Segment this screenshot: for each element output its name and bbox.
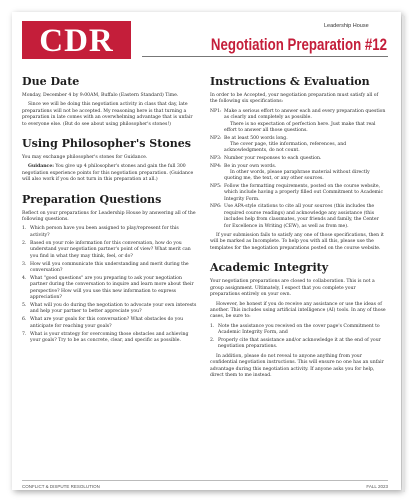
spec-text: Be in your own words.	[224, 163, 277, 169]
spec-item	[210, 136, 386, 155]
question-text: Based on your role information for this conversation, how do you understand your negotiation partner's point of view? What merit can you find in what they may think, feel, or do?	[30, 240, 191, 259]
integrity-section	[210, 260, 386, 379]
questions-heading: Preparation Questions	[22, 191, 162, 206]
integrity-p3: In addition, please do not reveal to anyone anything from your confidential negotiation instructions. This will ensure no one has an unfair advantage during this negotiation activity. If anyone asks you for help, direct them to me instead.	[210, 353, 384, 379]
spec-text: Use APA-style citations to cite all your sources (this includes the required course readings) and acknowledge any assistance (this includes help from classmates, your friends and family, the Center for Excellence in Writing (CEW), as well as from me).	[224, 204, 379, 229]
integrity-item	[210, 324, 386, 337]
integrity-text: Properly cite that assistance and/or acknowledge it at the end of your negotiation preparations.	[218, 338, 381, 350]
left-column	[22, 74, 198, 352]
spec-key: NP3:	[210, 156, 222, 162]
integrity-heading: Academic Integrity	[210, 260, 329, 275]
instructions-section	[210, 74, 386, 252]
spec-key: NP6:	[210, 204, 222, 210]
stones-intro: You may exchange philosopher's stones for Guidance.	[22, 155, 148, 161]
integrity-item	[210, 338, 386, 351]
integrity-list	[210, 324, 386, 351]
org-name: Leadership House	[324, 23, 369, 29]
spec-subtext: There is no expectation of perfection here. Just make that real effort to answer all those questions.	[224, 121, 376, 134]
stones-heading: Using Philosopher's Stones	[22, 136, 192, 151]
spec-item	[210, 204, 386, 230]
footer-term: FALL 2023	[366, 484, 388, 489]
page-edge	[402, 16, 405, 492]
questions-list	[22, 226, 198, 344]
question-number: 3.	[22, 261, 27, 267]
spec-text: Number your responses to each question.	[224, 156, 322, 162]
spec-text: Follow the formatting requirements, posted on the course website, which include having a properly filled out Commitment to Academic Integrity Form.	[224, 184, 384, 202]
integrity-number: 1.	[210, 323, 215, 329]
late-policy-text: Since we will be doing this negotiation activity in class that day, late preparations will not be accepted. My reasoning here is that turning a preparation in late comes with an overwhelming advantage that is unfair to everyone else. (But do see about using philosopher's stones!)	[22, 102, 193, 127]
document-title: Negotiation Preparation #12	[210, 35, 387, 54]
question-item	[22, 262, 198, 275]
due-date-text: Monday, December 4 by 9:00AM, Buffalo (Eastern Standard) Time.	[22, 93, 179, 98]
question-number: 1.	[22, 226, 27, 232]
spec-key: NP1:	[210, 108, 222, 114]
spec-item	[210, 164, 386, 183]
question-number: 5.	[22, 302, 27, 308]
spec-item	[210, 109, 386, 135]
due-date-heading: Due Date	[22, 74, 80, 88]
question-number: 4.	[22, 275, 27, 281]
question-item	[22, 241, 198, 260]
integrity-number: 2.	[210, 338, 215, 344]
question-text: What are your goals for this conversation? What obstacles do you anticipate for reaching your goals?	[30, 317, 184, 329]
due-date-section	[22, 74, 198, 128]
instructions-intro: In order to be Accepted, your negotiation preparation must satisfy all of the following six specifications:	[210, 93, 379, 105]
spec-key: NP2:	[210, 135, 222, 141]
spec-text: Make a serious effort to answer each and every preparation question as clearly and completely as possible.	[224, 108, 386, 121]
spec-item	[210, 156, 386, 162]
instructions-outro: If your submission fails to satisfy any one of those specifications, then it will be marked as Incomplete. To help you with all this, please use the templates for the negotiation preparations posted on the course website.	[210, 233, 384, 251]
title-rule	[142, 56, 388, 57]
guidance-label: Guidance:	[28, 164, 54, 170]
footer-course: CONFLICT & DISPUTE RESOLUTION	[22, 484, 100, 489]
integrity-text: Note the assistance you received on the cover page's Commitment to Academic Integrity Form, and	[218, 323, 380, 336]
question-item	[22, 332, 198, 345]
question-text: What will you do during the negotiation to advocate your own interests and help your partner to better appreciate you?	[30, 302, 197, 315]
question-item	[22, 226, 198, 239]
integrity-p2: However, be honest if you do receive any assistance or use the ideas of another. This includes using artificial intelligence (AI) tools. In any of those cases, be sure to:	[210, 301, 386, 320]
question-number: 7.	[22, 331, 27, 337]
spec-subtext: In other words, please paraphrase material without directly quoting me, the text, or any other sources.	[224, 170, 370, 182]
question-text: What "good questions" are you preparing to ask your negotiation partner during the conversation to inquire and learn more about their perspective? How will you use this new information to express appreciation?	[30, 275, 194, 301]
questions-intro: Reflect on your preparations for Leadership House by answering all of the following questions.	[22, 210, 196, 223]
question-text: How will you communicate this understanding and merit during the conversation?	[30, 261, 189, 273]
questions-section	[22, 192, 198, 345]
question-number: 2.	[22, 240, 27, 246]
spec-item	[210, 184, 386, 203]
right-column	[210, 74, 386, 387]
question-item	[22, 276, 198, 302]
spec-text: Be at least 500 words long.	[224, 135, 288, 141]
spec-key: NP4:	[210, 163, 222, 169]
guidance-body: You give up 4 philosopher's stones and gain the full 300 negotiation experience points for this negotiation preparation. (Guidance will also work if you do not turn in this preparation at all.)	[22, 164, 194, 183]
footer-rule	[22, 480, 388, 481]
spec-key: NP5:	[210, 184, 222, 190]
question-text: What is your strategy for overcoming those obstacles and achieving your goals? Try to be as concrete, clear, and specific as possible.	[30, 331, 189, 343]
question-item	[22, 303, 198, 316]
question-number: 6.	[22, 317, 27, 323]
cdr-logo: CDR	[22, 21, 131, 59]
stones-section	[22, 136, 198, 184]
question-text: Which person have you been assigned to play/represent for this activity?	[30, 226, 179, 238]
instructions-heading: Instructions & Evaluation	[210, 74, 370, 88]
guidance-text	[22, 164, 198, 183]
spec-subtext: The cover page, title information, references, and acknowledgments, do not count.	[224, 142, 347, 154]
page-footer	[22, 484, 388, 489]
question-item	[22, 317, 198, 330]
integrity-p1: Your negotiation preparations are closed to collaboration. This is not a group assignment. Ultimately, I expect that you complete your preparations entirely on your own.	[210, 279, 375, 298]
